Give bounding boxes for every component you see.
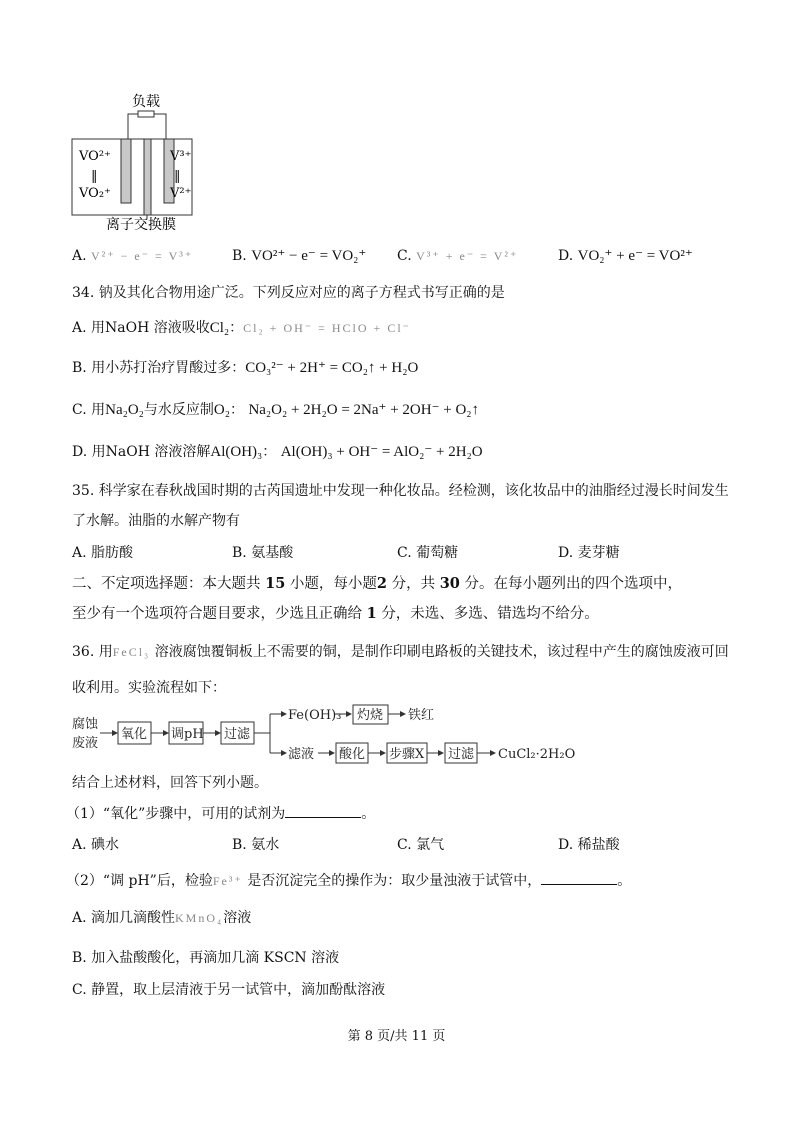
text: （1）“氧化”步骤中，可用的试剂为 xyxy=(66,806,286,822)
option-c xyxy=(397,246,518,266)
q34-option-a: A. 用NaOH 溶液吸收Cl₂：Cl₂ + OH⁻ = HClO + Cl⁻ xyxy=(72,320,411,336)
text: 是否沉淀完全的操作为：取少量浊液于试管中， xyxy=(247,873,542,889)
chemical-species: Na₂O₂ xyxy=(105,402,144,418)
sub-question-1 xyxy=(66,803,375,824)
answer-blank[interactable] xyxy=(541,870,617,885)
sub1-option-b: B. 氨水 xyxy=(232,837,280,853)
flow-start: 腐蚀 xyxy=(72,717,99,732)
flow-step-filter: 过滤 xyxy=(224,727,251,742)
text: 溶液腐蚀覆铜板上不需要的铜，是制作印刷电路板的关键技术，该过程中产生的腐蚀废液可回 xyxy=(154,644,729,660)
option-text: 与水反应制 xyxy=(143,402,214,418)
flow-step-oxidation: 氧化 xyxy=(121,727,148,742)
text: 至少有一个选项符合题目要求，少选且正确给 xyxy=(72,606,362,622)
q34-option-c: C. 用Na₂O₂与水反应制O₂： Na₂O₂ + 2H₂O = 2Na⁺ + 2OH⁻ + O₂↑ xyxy=(72,402,480,418)
combine-instruction: 结合上述材料，回答下列小题。 xyxy=(72,775,268,791)
option-letter: A. xyxy=(72,320,87,336)
flow-end-iron-red: 铁红 xyxy=(408,708,435,723)
left-top-ion: VO²⁺ xyxy=(79,149,111,164)
text: 36. 用 xyxy=(72,644,113,660)
flow-step-filter-2: 过滤 xyxy=(448,747,475,762)
text: 分，未选、多选、错选均不给分。 xyxy=(381,606,599,622)
option-letter: C. xyxy=(72,402,87,418)
question-35-line1: 35. 科学家在春秋战国时期的古芮国遗址中发现一种化妆品。经检测，该化妆品中的油脂经过漫长时间发生 xyxy=(72,483,729,499)
option-equation: V²⁺ − e⁻ = V³⁺ xyxy=(91,249,194,263)
option-equation: CO₃²⁻ + 2H⁺ = CO₂↑ + H₂O xyxy=(245,360,419,376)
option-equation: V³⁺ + e⁻ = V²⁺ xyxy=(416,249,519,263)
page-footer: 第 8 页/共 11 页 xyxy=(347,1029,446,1044)
option-letter: B. xyxy=(232,248,247,264)
load-label: 负载 xyxy=(132,94,160,110)
flow-step-x: 步骤X xyxy=(389,747,425,762)
chemical-species: Fe³⁺ xyxy=(212,874,243,888)
question-36-line2: 收利用。实验流程如下： xyxy=(72,680,226,696)
option-text: 用NaOH 溶液吸收 xyxy=(91,320,210,336)
sub-question-2 xyxy=(66,870,631,891)
option-equation: Cl₂ + OH⁻ = HClO + Cl⁻ xyxy=(243,321,411,335)
flow-step-acidify: 酸化 xyxy=(339,747,366,762)
option-b xyxy=(232,246,366,266)
flow-start: 废液 xyxy=(72,736,99,751)
chemical-species: Al(OH)₃ xyxy=(210,444,263,460)
answer-blank[interactable] xyxy=(285,803,361,818)
option-equation: VO₂⁺ + e⁻ = VO²⁺ xyxy=(577,248,693,264)
text: （2）“调 pH”后，检验 xyxy=(66,873,213,889)
wire xyxy=(154,114,166,140)
process-flow-diagram xyxy=(0,700,620,770)
equilibrium-sign: ‖ xyxy=(91,169,98,184)
question-35-line2: 了水解。油脂的水解产物有 xyxy=(72,513,240,529)
text: 。 xyxy=(361,806,376,822)
text: A. 滴加几滴酸性 xyxy=(72,910,176,926)
flow-step-calcine: 灼烧 xyxy=(357,708,384,723)
option-letter: D. xyxy=(72,444,88,460)
membrane-label: 离子交换膜 xyxy=(106,217,176,233)
chemical-species: O₂ xyxy=(213,402,230,418)
option-text: 用小苏打治疗胃酸过多： xyxy=(91,360,246,376)
ion-exchange-membrane xyxy=(144,139,151,215)
sub2-option-b: B. 加入盐酸酸化，再滴加几滴 KSCN 溶液 xyxy=(72,950,340,966)
option-equation: Al(OH)₃ + OH⁻ = AlO₂⁻ + 2H₂O xyxy=(280,444,483,460)
sub1-option-d: D. 稀盐酸 xyxy=(558,837,620,853)
text: 二、不定项选择题：本大题共 xyxy=(72,576,261,592)
sub1-option-a: A. 碘水 xyxy=(72,837,120,853)
option-letter: B. xyxy=(72,360,87,376)
number: 2 xyxy=(376,575,387,592)
text: 分，共 xyxy=(391,576,436,592)
flow-product-feoh3: Fe(OH)₃ xyxy=(288,708,342,723)
option-a xyxy=(72,246,193,266)
sub2-option-a xyxy=(72,908,251,928)
option-text: 用NaOH 溶液溶解 xyxy=(91,444,211,460)
equilibrium-sign: ‖ xyxy=(174,169,181,184)
wire xyxy=(128,114,138,140)
chemical-species: KMnO₄ xyxy=(175,911,224,925)
flow-end-cucl2: CuCl₂·2H₂O xyxy=(498,747,576,762)
text: 小题，每小题 xyxy=(289,576,377,592)
left-electrode xyxy=(121,139,131,203)
q35-option-a: A. 脂肪酸 xyxy=(72,545,134,561)
question-34-stem: 34. 钠及其化合物用途广泛。下列反应对应的离子方程式书写正确的是 xyxy=(72,285,505,301)
q35-option-c: C. 葡萄糖 xyxy=(397,545,459,561)
option-equation: Na₂O₂ + 2H₂O = 2Na⁺ + 2OH⁻ + O₂↑ xyxy=(248,402,480,418)
number: 30 xyxy=(439,575,460,592)
section-2-instructions xyxy=(72,574,682,594)
load-resistor xyxy=(138,111,154,117)
text: 溶液 xyxy=(223,910,252,926)
q34-option-d: D. 用NaOH 溶液溶解Al(OH)₃： Al(OH)₃ + OH⁻ = AlO₂⁻ + 2H₂O xyxy=(72,444,483,460)
option-d xyxy=(558,246,693,266)
sub1-option-c: C. 氯气 xyxy=(397,837,445,853)
text: 分。在每小题列出的四个选项中， xyxy=(464,576,683,592)
q35-option-b: B. 氨基酸 xyxy=(232,545,294,561)
option-letter: D. xyxy=(558,248,574,264)
number: 15 xyxy=(265,575,286,592)
chemical-species: Cl₂ xyxy=(209,320,230,336)
q35-option-d: D. 麦芽糖 xyxy=(558,545,620,561)
text: 。 xyxy=(617,873,632,889)
right-bottom-ion: V²⁺ xyxy=(170,186,192,201)
option-letter: A. xyxy=(72,248,87,264)
sub2-option-c: C. 静置，取上层清液于另一试管中，滴加酚酞溶液 xyxy=(72,982,386,998)
option-text: 用 xyxy=(91,402,106,418)
section-2-instructions-line2 xyxy=(72,604,599,624)
chemical-species: FeCl₃ xyxy=(112,645,151,659)
flow-filtrate: 滤液 xyxy=(288,747,315,762)
q34-option-b xyxy=(72,358,418,378)
number: 1 xyxy=(366,605,377,622)
question-36-line1 xyxy=(72,642,729,662)
right-top-ion: V³⁺ xyxy=(170,149,192,164)
option-equation: VO²⁺ − e⁻ = VO₂⁺ xyxy=(251,248,367,264)
battery-cell-diagram xyxy=(70,88,240,233)
flow-step-adjust-ph: 调pH xyxy=(171,727,204,742)
left-bottom-ion: VO₂⁺ xyxy=(79,186,111,201)
option-letter: C. xyxy=(397,248,412,264)
